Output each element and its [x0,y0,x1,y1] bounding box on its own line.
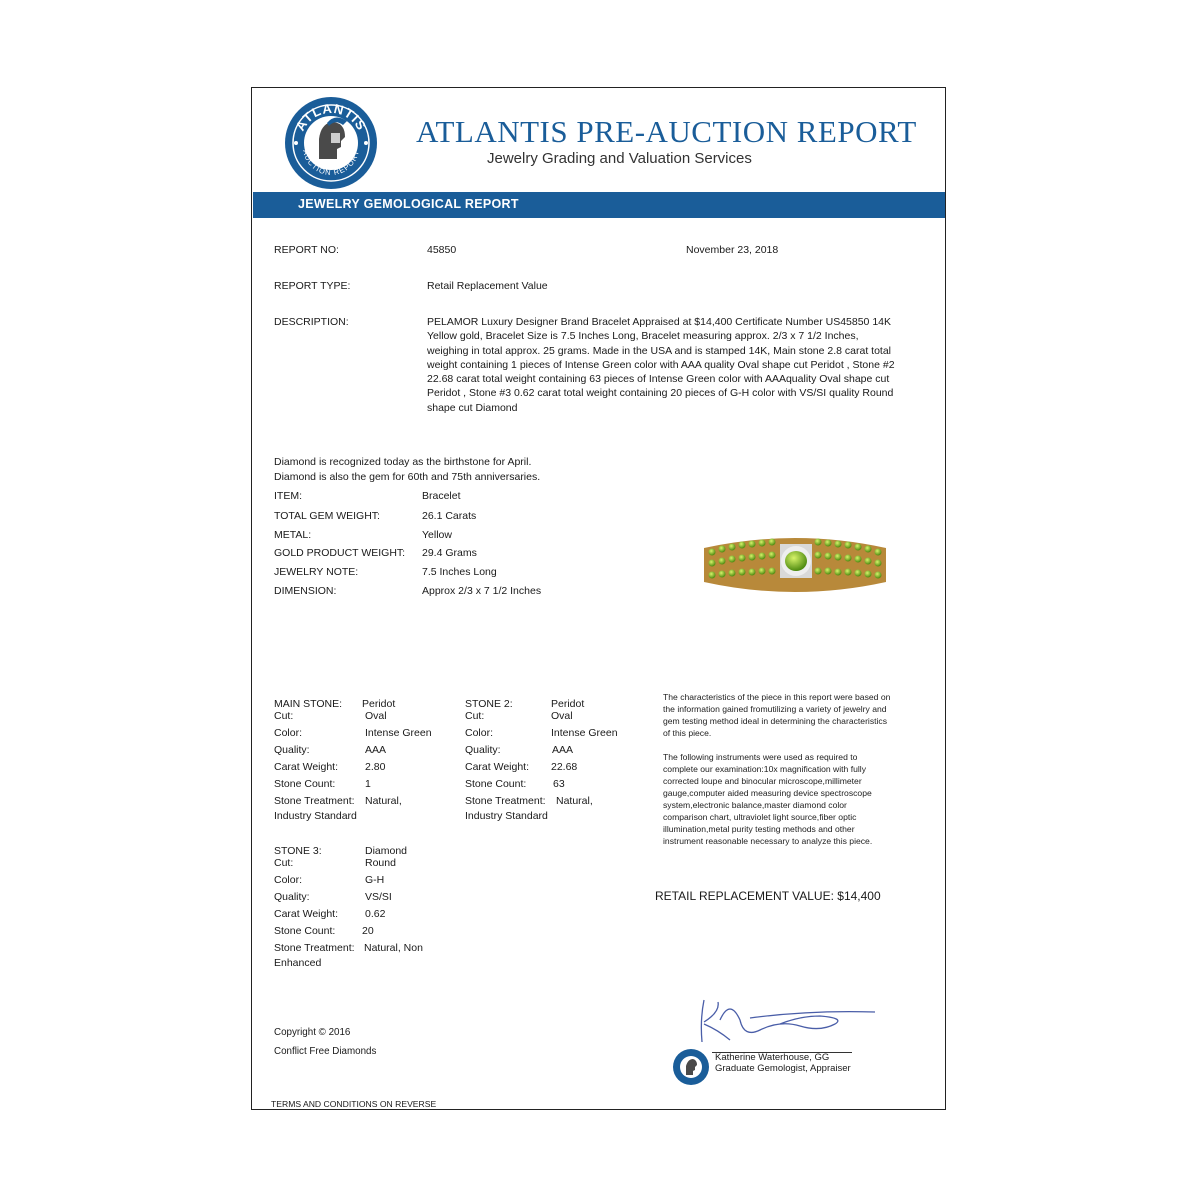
stone3-treatment-label: Stone Treatment: [274,942,355,954]
stone2-cut: Oval [551,710,573,722]
stone2-treatment-2: Industry Standard [465,810,548,822]
char-line: the information gained fromutilizing a variety of jewelry and [663,704,887,714]
jewelry-note-value: 7.5 Inches Long [422,566,497,578]
main-stone-quality-label: Quality: [274,744,310,756]
stone3-cut: Round [365,857,396,869]
stone3-type: Diamond [365,845,408,857]
stone3-quality: VS/SI [365,891,392,903]
terms-note: TERMS AND CONDITIONS ON REVERSE [271,1099,437,1109]
atlantis-seal-logo [672,1048,710,1086]
stone3-treatment-2: Enhanced [274,957,322,969]
birthstone-line-2: Diamond is also the gem for 60th and 75th anniversaries. [274,471,541,483]
stone3-heading: STONE 3: [274,845,322,857]
main-stone-type: Peridot [362,698,396,710]
stone3-cut-label: Cut: [274,857,294,869]
metal-value: Yellow [422,529,452,541]
characteristics-paragraph-1 [663,691,890,739]
stone2-count: 63 [553,778,565,790]
stone2-color: Intense Green [551,727,618,739]
main-stone-quality: AAA [365,744,387,756]
stone2-type: Peridot [551,698,585,710]
report-subtitle: Jewelry Grading and Valuation Services [487,150,752,167]
appraiser-signature [660,990,880,1050]
char-line: corrected loupe and binocular microscope,millimeter [663,776,862,786]
main-stone-count-label: Stone Count: [274,778,336,790]
gold-weight-label: GOLD PRODUCT WEIGHT: [274,547,406,559]
retail-replacement-value: RETAIL REPLACEMENT VALUE: $14,400 [655,889,881,903]
main-stone-count: 1 [365,778,371,790]
main-stone-treatment-label: Stone Treatment: [274,795,355,807]
main-stone-heading: MAIN STONE: [274,698,343,710]
stone2-carat: 22.68 [551,761,578,773]
metal-label: METAL: [274,529,312,541]
main-stone-cut: Oval [365,710,387,722]
stone2-treatment-label: Stone Treatment: [465,795,546,807]
dimension-label: DIMENSION: [274,585,337,597]
stone3-carat-label: Carat Weight: [274,908,338,920]
stone2-cut-label: Cut: [465,710,485,722]
svg-text:ATLANTIS: ATLANTIS [292,100,370,134]
dimension-value: Approx 2/3 x 7 1/2 Inches [422,585,542,597]
stone2-quality: AAA [552,744,574,756]
stone3-color-label: Color: [274,874,303,886]
total-gem-weight-value: 26.1 Carats [422,510,477,522]
appraiser-title: Graduate Gemologist, Appraiser [715,1063,851,1074]
main-stone-carat: 2.80 [365,761,386,773]
bracelet-image [700,530,890,600]
stone2-heading: STONE 2: [465,698,513,710]
appraiser-block [715,1052,851,1074]
item-label: ITEM: [274,490,302,502]
report-type-label: REPORT TYPE: [274,280,351,292]
char-line: comparison chart, ultraviolet light source,fiber optic [663,812,857,822]
birthstone-line-1: Diamond is recognized today as the birthstone for April. [274,456,532,468]
char-line: complete our examination:10x magnification with fully [663,764,867,774]
characteristics-paragraph-2 [663,751,872,847]
jewelry-note-label: JEWELRY NOTE: [274,566,359,578]
section-bar-title: JEWELRY GEMOLOGICAL REPORT [298,197,519,211]
char-line: gem testing method ideal in determining the characteristics [663,716,888,726]
stone2-count-label: Stone Count: [465,778,527,790]
appraiser-name: Katherine Waterhouse, GG [715,1052,830,1063]
stone2-quality-label: Quality: [465,744,501,756]
description-label: DESCRIPTION: [274,316,349,328]
main-stone-carat-label: Carat Weight: [274,761,338,773]
birthstone-note [274,455,540,485]
stone2-color-label: Color: [465,727,494,739]
char-line: gauge,computer aided measuring device spectroscope [663,788,872,798]
main-stone-color-label: Color: [274,727,303,739]
char-line: of this piece. [663,728,712,738]
stone3-treatment: Natural, Non [364,942,423,954]
gold-weight-value: 29.4 Grams [422,547,477,559]
report-no-label: REPORT NO: [274,244,339,256]
stone2-carat-label: Carat Weight: [465,761,529,773]
main-stone-treatment: Natural, [365,795,402,807]
char-line: The characteristics of the piece in this report were based on [663,692,891,702]
stone3-carat: 0.62 [365,908,386,920]
char-line: illumination,metal purity testing methods and other [663,824,855,834]
char-line: The following instruments were used as required to [663,752,858,762]
stone3-color: G-H [365,874,385,886]
report-date: November 23, 2018 [686,244,779,256]
stone3-quality-label: Quality: [274,891,310,903]
char-line: instrument reasonable necessary to analyze this piece. [663,836,873,846]
copyright: Copyright © 2016 [274,1027,351,1038]
report-no-value: 45850 [427,244,457,256]
main-stone-color: Intense Green [365,727,432,739]
item-value: Bracelet [422,490,461,502]
logo-text [283,95,379,191]
stone3-count: 20 [362,925,374,937]
total-gem-weight-label: TOTAL GEM WEIGHT: [274,510,380,522]
description-text: PELAMOR Luxury Designer Brand Bracelet Appraised at $14,400 Certificate Number US45850 14K Yellow gold, Bracelet Size is 7.5 Inches Long, Bracelet measuring approx. 2/3 x 7 1/2 Inches, weighing in total approx. 25 grams. Made in the USA and is stamped 14K, Main stone 2.8 carat total weight containing 1 pieces of Intense Green color with AAA quality Oval shape cut Peridot , Stone #2 22.68 carat total weight containing 63 pieces of Intense Green color with AAAquality Oval shape cut Peridot , Stone #3 0.62 carat total weight containing 20 pieces of G-H color with VS/SI quality Round shape cut Diamond [427,316,895,414]
stone2-treatment: Natural, [556,795,593,807]
conflict-free-diamonds: Conflict Free Diamonds [274,1046,377,1057]
char-line: system,electronic balance,master diamond color [663,800,847,810]
report-type-value: Retail Replacement Value [427,280,548,292]
report-title: ATLANTIS PRE-AUCTION REPORT [416,114,917,149]
main-stone-treatment-2: Industry Standard [274,810,357,822]
stone3-count-label: Stone Count: [274,925,336,937]
main-stone-cut-label: Cut: [274,710,294,722]
svg-text:AUCTION REPORT: AUCTION REPORT [301,148,361,178]
